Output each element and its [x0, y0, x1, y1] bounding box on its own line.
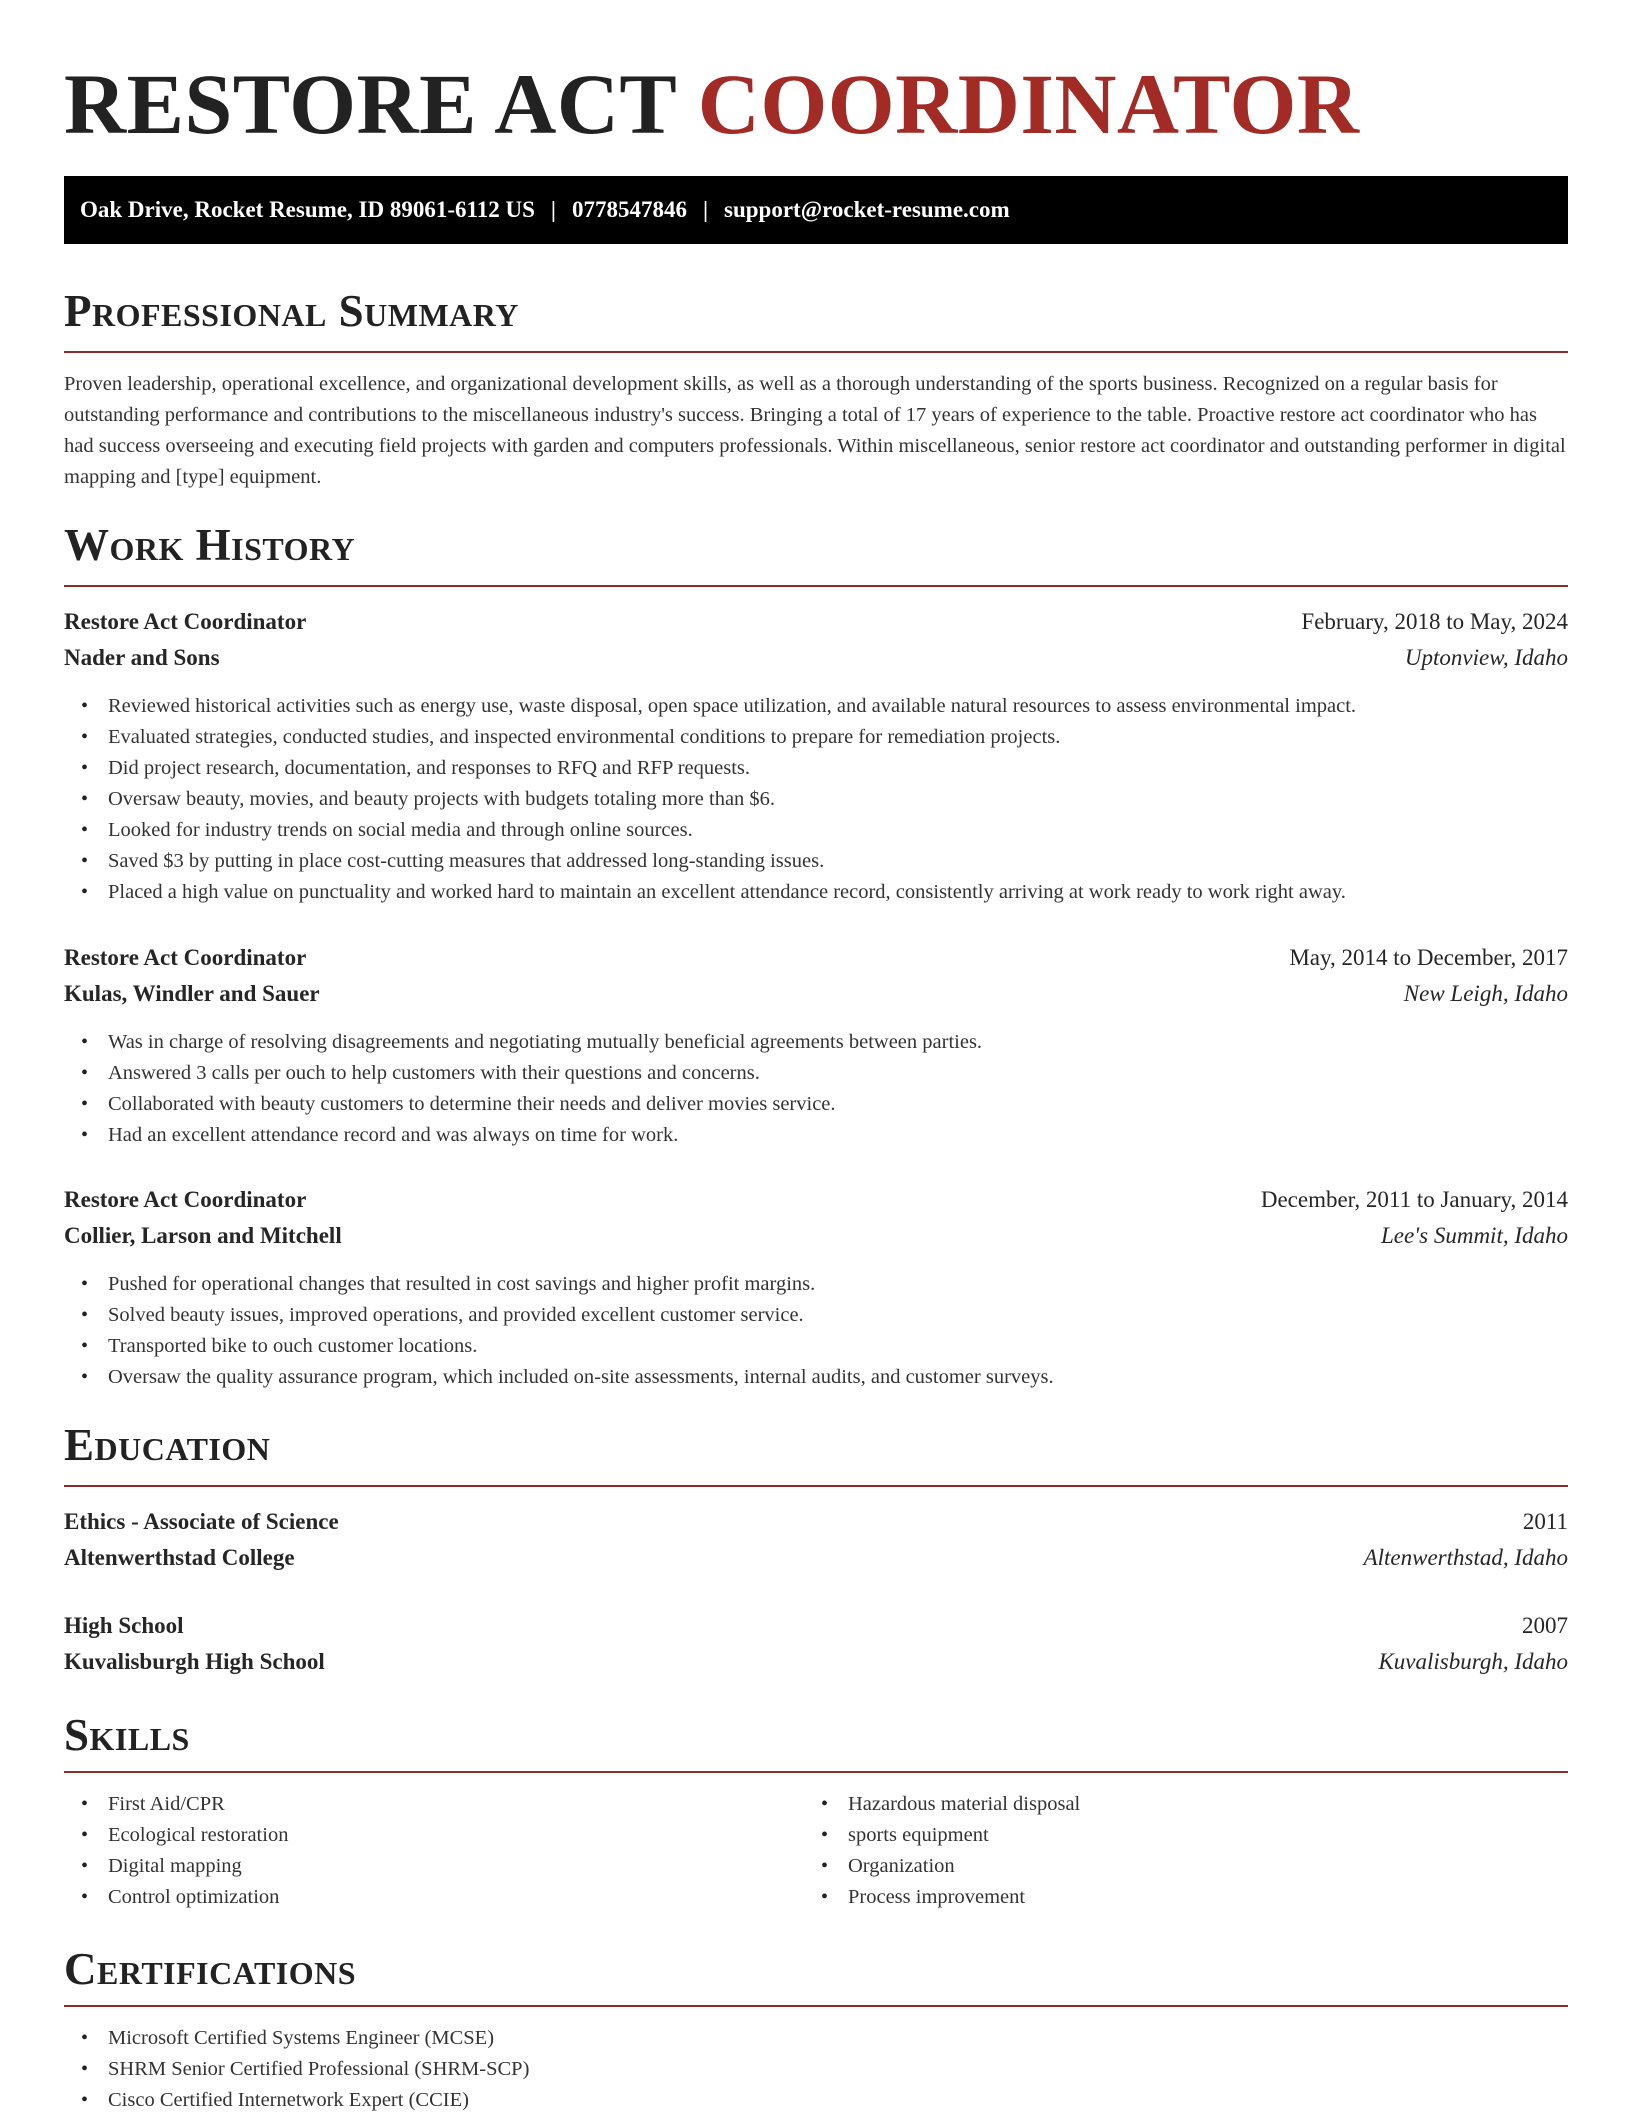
job-bullet: • Oversaw beauty, movies, and beauty projects with budgets totaling more than $6. — [64, 784, 1568, 815]
education-location: Kuvalisburgh, Idaho — [1378, 1649, 1568, 1674]
education-school: Altenwerthstad College — [64, 1545, 295, 1570]
job-title: Restore Act Coordinator — [64, 609, 307, 634]
job-location: New Leigh, Idaho — [1403, 981, 1568, 1006]
section-divider — [64, 351, 1568, 353]
contact-phone: 0778547846 — [571, 197, 687, 222]
job-company: Collier, Larson and Mitchell — [64, 1223, 342, 1248]
job-bullet: • Reviewed historical activities such as energy use, waste disposal, open space utilization, and available natural resources to assess environmental impact. — [64, 691, 1568, 722]
education-school: Kuvalisburgh High School — [64, 1649, 325, 1674]
section-title-education: Education — [64, 1420, 271, 1470]
job-title: Restore Act Coordinator — [64, 1187, 307, 1212]
job-bullet: • Did project research, documentation, and responses to RFQ and RFP requests. — [64, 753, 1568, 784]
skill-item: • Digital mapping — [64, 1851, 1568, 1882]
section-divider — [64, 1771, 1568, 1773]
job-bullet: • Solved beauty issues, improved operations, and provided excellent customer service. — [64, 1300, 1568, 1331]
skill-item: • Organization — [804, 1851, 1632, 1882]
job-bullet: • Placed a high value on punctuality and worked hard to maintain an excellent attendance record, consistently arriving at work ready to work right away. — [64, 877, 1568, 908]
job-bullet: • Had an excellent attendance record and was always on time for work. — [64, 1120, 1568, 1151]
job-dates: February, 2018 to May, 2024 — [1301, 609, 1568, 634]
certification-item: • Cisco Certified Internetwork Expert (CCIE) — [64, 2085, 1568, 2116]
education-degree: Ethics - Associate of Science — [64, 1509, 339, 1534]
education-year: 2007 — [1522, 1613, 1568, 1638]
job-company: Kulas, Windler and Sauer — [64, 981, 320, 1006]
education-school-row — [64, 1644, 1568, 1680]
resume-name — [64, 0, 1568, 176]
skill-item: • Control optimization — [64, 1882, 1568, 1913]
contact-bar — [64, 176, 1568, 244]
contact-email: support@rocket-resume.com — [724, 197, 1010, 222]
skill-item: • Process improvement — [804, 1882, 1632, 1913]
certifications-list — [64, 2023, 1568, 2116]
job-title-row — [64, 604, 1568, 640]
job-company: Nader and Sons — [64, 645, 220, 670]
job-bullet: • Looked for industry trends on social media and through online sources. — [64, 815, 1568, 846]
job-company-row — [64, 1218, 1568, 1254]
education-degree: High School — [64, 1613, 184, 1638]
contact-address: Oak Drive, Rocket Resume, ID 89061-6112 US — [80, 197, 535, 222]
job-company-row — [64, 976, 1568, 1012]
summary-text: Proven leadership, operational excellence, and organizational development skills, as well as a thorough understanding of the sports business. Recognized on a regular basis for outstanding performance and contributions to the miscellaneous industry's success. Bringing a total of 17 years of experience to the table. Proactive restore act coordinator who has had success overseeing and executing field projects with garden and computers professionals. Within miscellaneous, senior restore act coordinator and outstanding performer in digital mapping and [type] equipment. — [64, 373, 1566, 488]
name-first: RESTORE ACT — [64, 56, 676, 152]
skill-item: • Hazardous material disposal — [804, 1789, 1632, 1820]
job-bullet: • Answered 3 calls per ouch to help customers with their questions and concerns. — [64, 1058, 1568, 1089]
job-bullet: • Pushed for operational changes that resulted in cost savings and higher profit margins. — [64, 1269, 1568, 1300]
contact-separator: | — [550, 197, 556, 222]
job-bullet-list — [64, 691, 1568, 908]
contact-separator: | — [702, 197, 709, 222]
job-bullet: • Transported bike to ouch customer locations. — [64, 1331, 1568, 1362]
section-title-summary: Professional Summary — [64, 286, 519, 336]
job-bullet: • Oversaw the quality assurance program, which included on-site assessments, internal audits, and customer surveys. — [64, 1362, 1568, 1393]
job-company-row — [64, 640, 1568, 676]
job-location: Lee's Summit, Idaho — [1381, 1223, 1568, 1248]
certification-item: • Microsoft Certified Systems Engineer (MCSE) — [64, 2023, 1568, 2054]
education-year: 2011 — [1522, 1509, 1568, 1534]
section-divider — [64, 1485, 1568, 1487]
job-dates: December, 2011 to January, 2014 — [1260, 1187, 1568, 1212]
section-title-work-history: Work History — [64, 520, 356, 570]
section-title-certifications: Certifications — [64, 1944, 357, 1994]
section-divider — [64, 2005, 1568, 2007]
education-degree-row — [64, 1608, 1568, 1644]
job-bullet: • Evaluated strategies, conducted studies, and inspected environmental conditions to prepare for remediation projects. — [64, 722, 1568, 753]
job-title: Restore Act Coordinator — [64, 945, 307, 970]
job-location: Uptonview, Idaho — [1404, 645, 1568, 670]
job-bullet-list — [64, 1027, 1568, 1151]
resume-page — [64, 0, 1568, 2111]
education-location: Altenwerthstad, Idaho — [1363, 1545, 1568, 1570]
skills-list-right — [804, 1789, 1632, 1913]
job-bullet: • Was in charge of resolving disagreements and negotiating mutually beneficial agreements between parties. — [64, 1027, 1568, 1058]
skill-item: • sports equipment — [804, 1820, 1632, 1851]
skill-item: • First Aid/CPR — [64, 1789, 1568, 1820]
job-title-row — [64, 940, 1568, 976]
job-bullet-list — [64, 1269, 1568, 1393]
job-title-row — [64, 1182, 1568, 1218]
name-last: COORDINATOR — [697, 56, 1360, 152]
job-dates: May, 2014 to December, 2017 — [1289, 945, 1568, 970]
education-school-row — [64, 1540, 1568, 1576]
section-title-skills: Skills — [64, 1710, 190, 1760]
certification-item: • SHRM Senior Certified Professional (SHRM-SCP) — [64, 2054, 1568, 2085]
education-degree-row — [64, 1504, 1568, 1540]
job-bullet: • Saved $3 by putting in place cost-cutting measures that addressed long-standing issues. — [64, 846, 1568, 877]
job-bullet: • Collaborated with beauty customers to determine their needs and deliver movies service. — [64, 1089, 1568, 1120]
section-divider — [64, 585, 1568, 587]
skill-item: • Ecological restoration — [64, 1820, 1568, 1851]
